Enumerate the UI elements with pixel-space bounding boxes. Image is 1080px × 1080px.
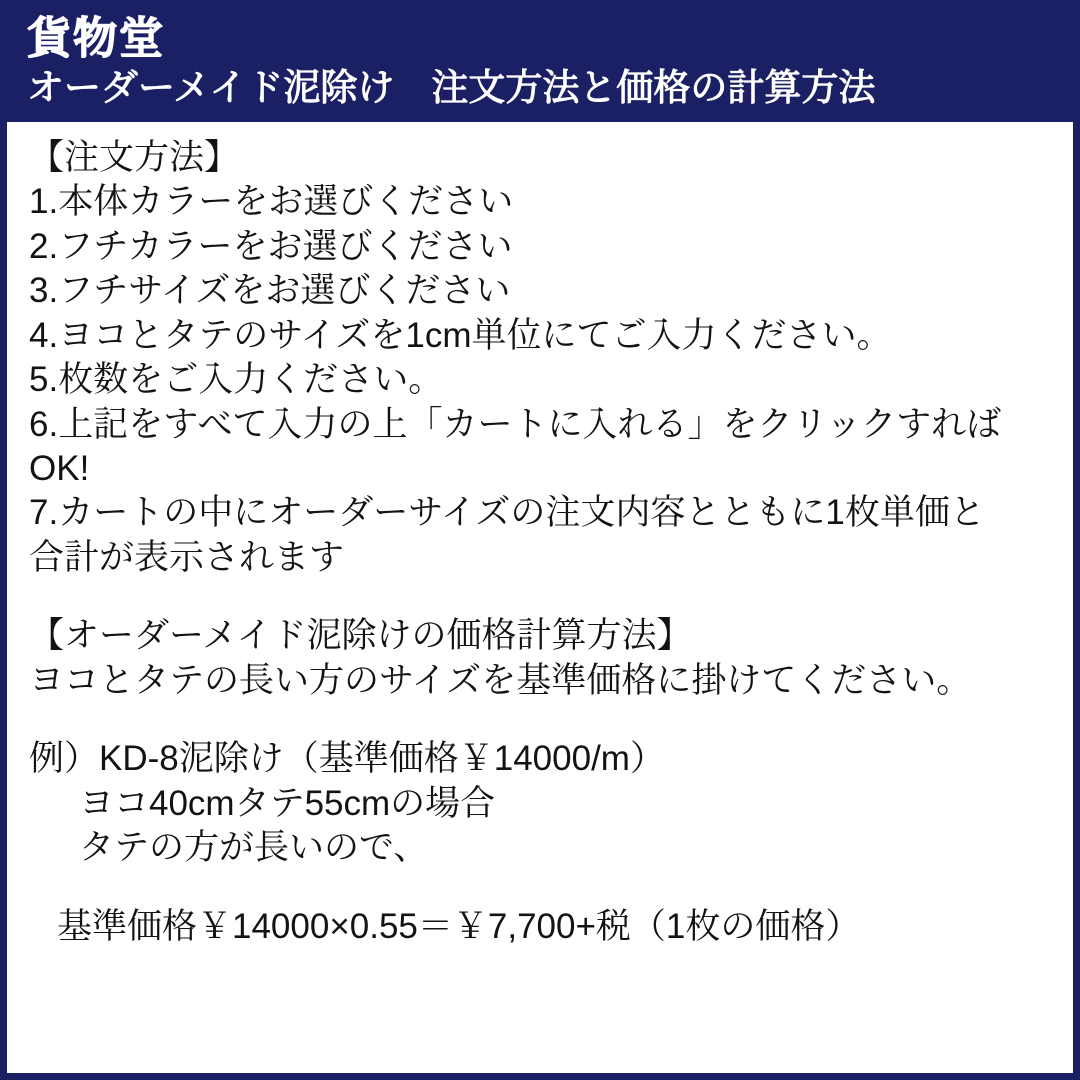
page-content [7,122,1073,949]
order-step-6-continued: OK! [29,449,90,488]
order-step-1: 1.本体カラーをお選びください [29,182,514,222]
order-step-7-continued: 合計が表示されます [29,537,345,577]
price-method-heading: 【オーダーメイド泥除けの価格計算方法】 [29,616,692,656]
order-method-heading: 【注文方法】 [29,137,240,177]
order-step-3: 3.フチサイズをお選びください [29,271,511,311]
page-header [7,7,1073,122]
brand-logo: 貨物堂 [27,14,165,63]
section-spacer-2 [29,703,1053,737]
section-spacer-1 [29,580,1053,614]
example-line-1: ヨコ40cmタテ55cmの場合 [79,783,496,823]
order-step-4: 4.ヨコとタテのサイズを1cm単位にてご入力ください。 [29,315,892,355]
order-step-6: 6.上記をすべて入力の上「カートに入れる」をクリックすれば [29,404,1002,444]
order-step-7: 7.カートの中にオーダーサイズの注文内容とともに1枚単価と [29,493,985,533]
example-heading: 例）KD-8泥除け（基準価格￥14000/m） [29,739,665,779]
order-step-2: 2.フチカラーをお選びください [29,226,513,266]
order-step-5: 5.枚数をご入力ください。 [29,360,444,400]
page-title: オーダーメイド泥除け 注文方法と価格の計算方法 [27,67,876,109]
section-spacer-3 [29,871,1053,905]
calculation-result: 基準価格￥14000×0.55＝￥7,700+税（1枚の価格） [57,906,861,946]
price-rule-text: ヨコとタテの長い方のサイズを基準価格に掛けてください。 [29,660,972,700]
example-line-2: タテの方が長いので、 [79,828,429,868]
